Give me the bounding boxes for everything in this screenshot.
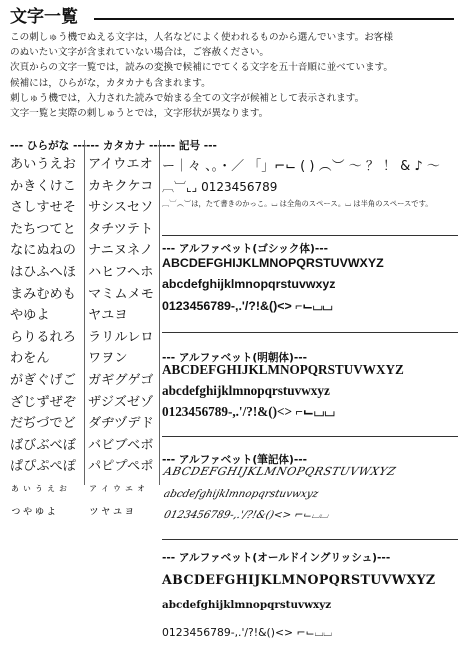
katakana-heading: --- カタカナ --- (86, 140, 163, 152)
hiragana-row: らりるれろ (10, 329, 76, 345)
katakana-column (88, 154, 154, 521)
script-uppercase: ABCDEFGHIJKLMNOPQRSTUVWXYZ (162, 465, 398, 478)
katakana-row: ザジズゼゾ (88, 394, 154, 410)
hiragana-row: ぱぴぷぺぽ (10, 459, 76, 475)
gothic-numbers: 0123456789-,.'/?!&()<> ⌐⌙⌴⌴ (162, 299, 333, 313)
hiragana-row: さしすせそ (10, 200, 76, 216)
katakana-row: ハヒフヘホ (88, 264, 154, 280)
mincho-lowercase: abcdefghijklmnopqrstuvwxyz (162, 383, 330, 398)
katakana-row: ダヂヅデド (88, 416, 154, 432)
oldenglish-numbers: 0123456789-,.'/?!&()<> ⌐⌙⌴⌴ (162, 626, 332, 639)
column-divider (84, 140, 85, 485)
katakana-row: アイウエオ (88, 157, 153, 172)
katakana-row: ナニヌネノ (88, 243, 154, 259)
title-underline (94, 18, 454, 20)
oldenglish-heading: --- アルファベット(オールドイングリッシュ)--- (162, 552, 391, 564)
symbols-line-2: ︹︺⌞⌟ 0123456789 (162, 180, 278, 194)
hiragana-row: たちつてと (10, 221, 76, 237)
script-heading: --- アルファベット(筆記体)--- (162, 454, 308, 466)
katakana-row: サシスセソ (88, 200, 154, 216)
symbols-note: ︹︺︵︶は，たて書きのかっこ。⌴ は全角のスペース。⌴ は半角のスペースです。 (162, 199, 433, 208)
intro-line: 文字一覧と実際の刺しゅうとでは，文字形状が異なります。 (10, 108, 269, 120)
intro-line: この刺しゅう機でぬえる文字は，人名などによく使われるものから選んでいます。お客様 (10, 32, 393, 43)
gothic-uppercase: ABCDEFGHIJKLMNOPQRSTUVWXYZ (162, 256, 384, 270)
katakana-row: ラリルレロ (88, 329, 154, 345)
mincho-numbers: 0123456789-,.'/?!&()<> ⌐⌙⌴⌴ (162, 404, 335, 419)
hiragana-heading: --- ひらがな --- (10, 140, 87, 152)
column-divider (159, 140, 160, 485)
symbols-heading: --- 記号 --- (162, 140, 217, 152)
katakana-row: パピプペポ (88, 459, 154, 475)
script-numbers: 0123456789-,.'/?!&()<> ⌐⌙⌴⌴ (162, 509, 331, 521)
oldenglish-lowercase: abcdefghijklmnopqrstuvwxyz (162, 599, 332, 611)
intro-line: 刺しゅう機では，入力された読みで始まる全ての文字が候補として表示されます。 (10, 92, 365, 104)
katakana-row: ガギグゲゴ (88, 372, 154, 388)
gothic-heading: --- アルファベット(ゴシック体)--- (162, 243, 329, 255)
intro-line: 次頁からの文字一覧では，読みの変換で候補にでてくる文字を五十音順に並べています。 (10, 62, 393, 74)
script-lowercase: abcdefghijklmnopqrstuvwxyz (162, 488, 320, 500)
hiragana-row: なにぬねの (10, 243, 76, 259)
symbols-line-1: ー｜々 、。・／ 「」⌐⌙ ( ) ︵︶ ～ ？ ！ & ♪ ～ (162, 159, 440, 174)
katakana-row: ヤユヨ (88, 308, 128, 324)
hiragana-row: あいうえお (10, 157, 76, 172)
hiragana-row: わをん (10, 351, 50, 367)
mincho-heading: --- アルファベット(明朝体)--- (162, 352, 308, 364)
katakana-row: マミムメモ (88, 286, 154, 302)
section-divider (162, 332, 458, 333)
gothic-lowercase: abcdefghijklmnopqrstuvwxyz (162, 277, 336, 291)
katakana-row: カキクケコ (88, 178, 154, 194)
katakana-row: ワヲン (88, 351, 128, 367)
page-title: 文字一覧 (10, 7, 78, 27)
intro-line: 候補には，ひらがな，カタカナも含まれます。 (10, 77, 211, 89)
intro-paragraph (10, 30, 458, 121)
katakana-row-small: ァィゥェォ (88, 482, 148, 494)
section-divider (162, 436, 458, 437)
hiragana-row: かきくけこ (10, 178, 76, 194)
intro-line: のぬいたい文字が含まれていない場合は，ご容赦ください。 (10, 47, 270, 59)
katakana-row: バビブベボ (88, 437, 154, 453)
hiragana-row: ばびぶべぼ (10, 437, 76, 453)
hiragana-row: ざじずぜぞ (10, 394, 76, 410)
hiragana-row-small: っゃゅょ (10, 502, 58, 517)
section-divider (162, 235, 458, 236)
hiragana-row: まみむめも (10, 286, 76, 302)
katakana-row: タチツテト (88, 221, 154, 237)
mincho-uppercase: ABCDEFGHIJKLMNOPQRSTUVWXYZ (162, 362, 404, 377)
page-title-block (10, 6, 454, 30)
katakana-row-small: ッャュョ (88, 502, 136, 517)
hiragana-row: はひふへほ (10, 264, 76, 280)
hiragana-row-small: ぁぃぅぇぉ (10, 482, 70, 494)
hiragana-row: がぎぐげご (10, 372, 76, 388)
hiragana-row: だぢづでど (10, 416, 76, 432)
hiragana-row: やゆよ (10, 308, 50, 324)
hiragana-column (10, 154, 76, 521)
section-divider (162, 539, 458, 540)
oldenglish-uppercase: ABCDEFGHIJKLMNOPQRSTUVWXYZ (162, 572, 436, 587)
